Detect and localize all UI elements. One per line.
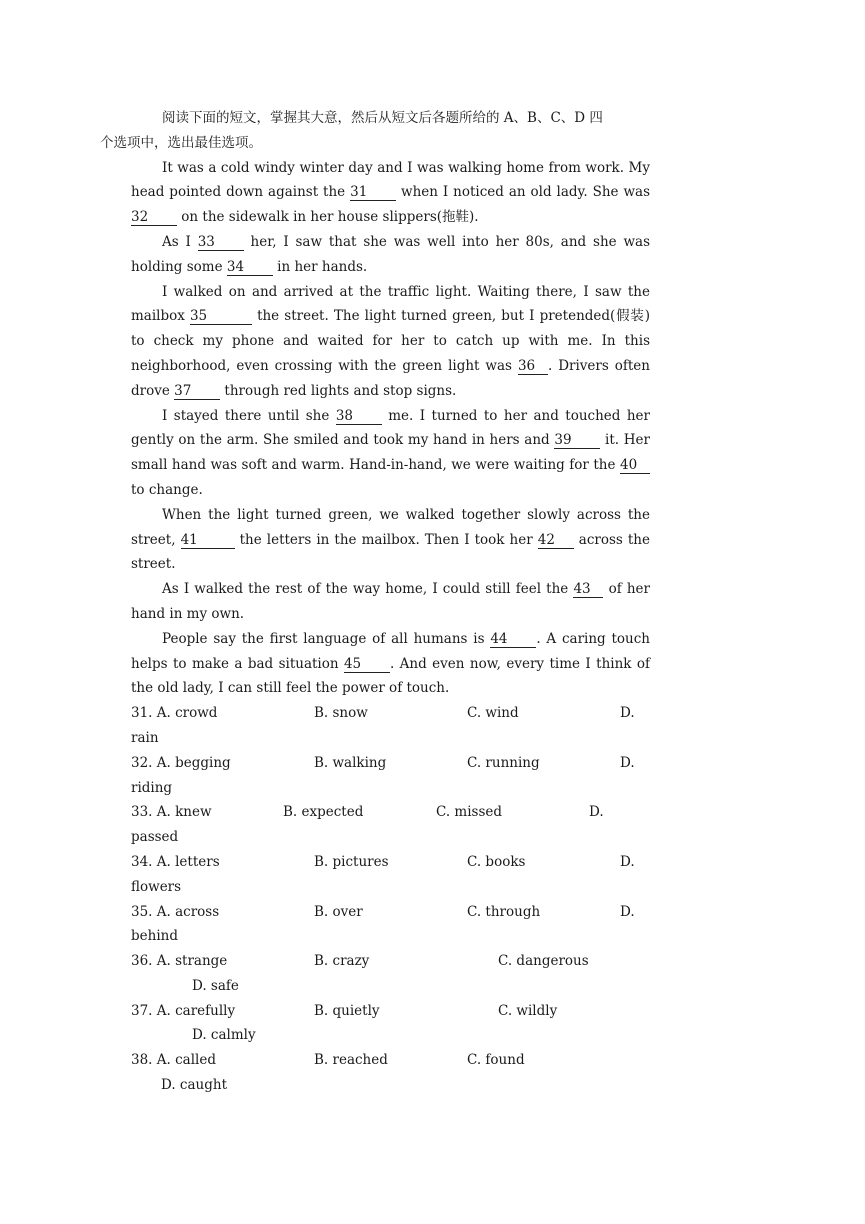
blank-31[interactable]: 31 — [350, 184, 396, 201]
option-c[interactable]: C. dangerous — [498, 953, 589, 970]
option-b[interactable]: B. walking — [314, 754, 387, 771]
option-d[interactable]: D. — [620, 754, 635, 771]
paragraph-text: It was a cold windy winter day and I was walking home from work. My head pointed down against the — [131, 159, 650, 201]
paragraph-text: in her hands. — [272, 258, 368, 275]
paragraph-text: to change. — [131, 481, 203, 498]
paragraph-text: As I — [162, 233, 198, 250]
option-b[interactable]: B. reached — [314, 1052, 388, 1069]
blank-33[interactable]: 33 — [198, 234, 244, 251]
option-d-wrap: passed — [131, 829, 179, 846]
question-33 — [131, 800, 650, 850]
question-34 — [131, 850, 650, 900]
option-d[interactable]: D. — [620, 705, 635, 722]
blank-34[interactable]: 34 — [227, 259, 273, 276]
question-32 — [131, 751, 650, 801]
blank-41[interactable]: 41 — [181, 532, 235, 549]
paragraph-text: me. I turned to her and touched her gently on the arm. She smiled and took my hand in hers and — [131, 407, 650, 449]
blank-42[interactable]: 42 — [538, 532, 574, 549]
question-31 — [131, 701, 650, 751]
option-a[interactable]: 38. A. called — [131, 1052, 216, 1069]
option-a[interactable]: 32. A. begging — [131, 754, 231, 771]
paragraph-text: of her hand in my own. — [131, 581, 650, 622]
instructions-line-1: 阅读下面的短文，掌握其大意，然后从短文后各题所给的 A、B、C、D 四 — [162, 110, 603, 126]
paragraph-text: it. Her small hand was soft and warm. Hand-in-hand, we were waiting for the — [131, 432, 650, 474]
paragraph-1 — [131, 156, 650, 230]
instructions-line-2: 个选项中，选出最佳选项。 — [100, 134, 262, 151]
blank-37[interactable]: 37 — [174, 383, 220, 400]
blank-35[interactable]: 35 — [190, 308, 252, 325]
option-a[interactable]: 37. A. carefully — [131, 1002, 236, 1019]
paragraph-7 — [131, 627, 650, 701]
paragraph-2 — [131, 230, 650, 280]
option-a[interactable]: 33. A. knew — [131, 804, 212, 821]
blank-32[interactable]: 32 — [131, 209, 177, 226]
option-d[interactable]: D. caught — [161, 1077, 227, 1094]
paragraph-text: As I walked the rest of the way home, I could still feel the — [162, 581, 574, 598]
question-38 — [131, 1048, 650, 1098]
option-d[interactable]: D. safe — [192, 977, 239, 994]
question-36 — [131, 949, 650, 999]
question-37 — [131, 999, 650, 1049]
option-d[interactable]: D. — [620, 903, 635, 920]
option-c[interactable]: C. books — [467, 853, 526, 870]
instructions — [100, 106, 650, 156]
option-b[interactable]: B. over — [314, 903, 363, 920]
paragraph-text: across the street. — [131, 531, 650, 573]
paragraph-text: the letters in the mailbox. Then I took her — [234, 531, 538, 548]
blank-43[interactable]: 43 — [573, 581, 603, 598]
paragraph-text: I stayed there until she — [162, 407, 336, 424]
option-d-wrap: behind — [131, 928, 178, 945]
option-b[interactable]: B. snow — [314, 705, 368, 722]
document-page — [100, 106, 651, 1098]
option-c[interactable]: C. wildly — [498, 1002, 558, 1019]
paragraph-3 — [131, 280, 650, 404]
option-a[interactable]: 35. A. across — [131, 903, 220, 920]
option-b[interactable]: B. crazy — [314, 953, 370, 970]
blank-38[interactable]: 38 — [336, 408, 382, 425]
paragraph-text: the street. The light turned green, but I pretended(假装) to check my phone and waited for her to catch up with me. In this neighborhood, even crossing with the green light was — [131, 308, 650, 374]
option-c[interactable]: C. found — [467, 1052, 525, 1069]
option-b[interactable]: B. expected — [283, 804, 364, 821]
option-d-wrap: riding — [131, 779, 173, 796]
option-c[interactable]: C. through — [467, 903, 541, 920]
paragraph-5 — [131, 503, 650, 577]
paragraph-text: When the light turned green, we walked together slowly across the street, — [131, 506, 650, 548]
paragraph-text: I walked on and arrived at the traffic light. Waiting there, I saw the mailbox — [131, 283, 650, 325]
option-c[interactable]: C. missed — [436, 804, 503, 821]
blank-39[interactable]: 39 — [554, 432, 600, 449]
option-c[interactable]: C. wind — [467, 705, 519, 722]
blank-36[interactable]: 36 — [518, 358, 548, 375]
option-d-wrap: flowers — [131, 878, 182, 895]
paragraph-text: . A caring touch helps to make a bad situation — [131, 630, 650, 672]
option-c[interactable]: C. running — [467, 754, 540, 771]
option-b[interactable]: B. quietly — [314, 1002, 380, 1019]
option-a[interactable]: 31. A. crowd — [131, 705, 218, 722]
blank-45[interactable]: 45 — [344, 656, 390, 673]
option-d[interactable]: D. — [620, 853, 635, 870]
blank-44[interactable]: 44 — [490, 631, 536, 648]
blank-40[interactable]: 40 — [620, 457, 650, 474]
paragraph-text: on the sidewalk in her house slippers(拖鞋). — [177, 209, 479, 226]
paragraph-text: her, I saw that she was well into her 80s, and she was holding some — [131, 233, 650, 275]
paragraph-4 — [131, 404, 650, 503]
option-a[interactable]: 36. A. strange — [131, 953, 228, 970]
paragraph-text: People say the first language of all humans is — [162, 630, 491, 647]
option-d[interactable]: D. calmly — [192, 1027, 256, 1044]
paragraph-6 — [131, 577, 650, 627]
option-d-wrap: rain — [131, 729, 159, 746]
option-d[interactable]: D. — [589, 804, 604, 821]
option-a[interactable]: 34. A. letters — [131, 853, 220, 870]
option-b[interactable]: B. pictures — [314, 853, 389, 870]
question-35 — [131, 900, 650, 950]
paragraph-text: when I noticed an old lady. She was — [396, 184, 651, 201]
paragraph-text: through red lights and stop signs. — [220, 382, 457, 399]
paragraph-text: . And even now, every time I think of the old lady, I can still feel the power of touch. — [131, 655, 650, 697]
paragraph-text: . Drivers often drove — [131, 357, 650, 399]
